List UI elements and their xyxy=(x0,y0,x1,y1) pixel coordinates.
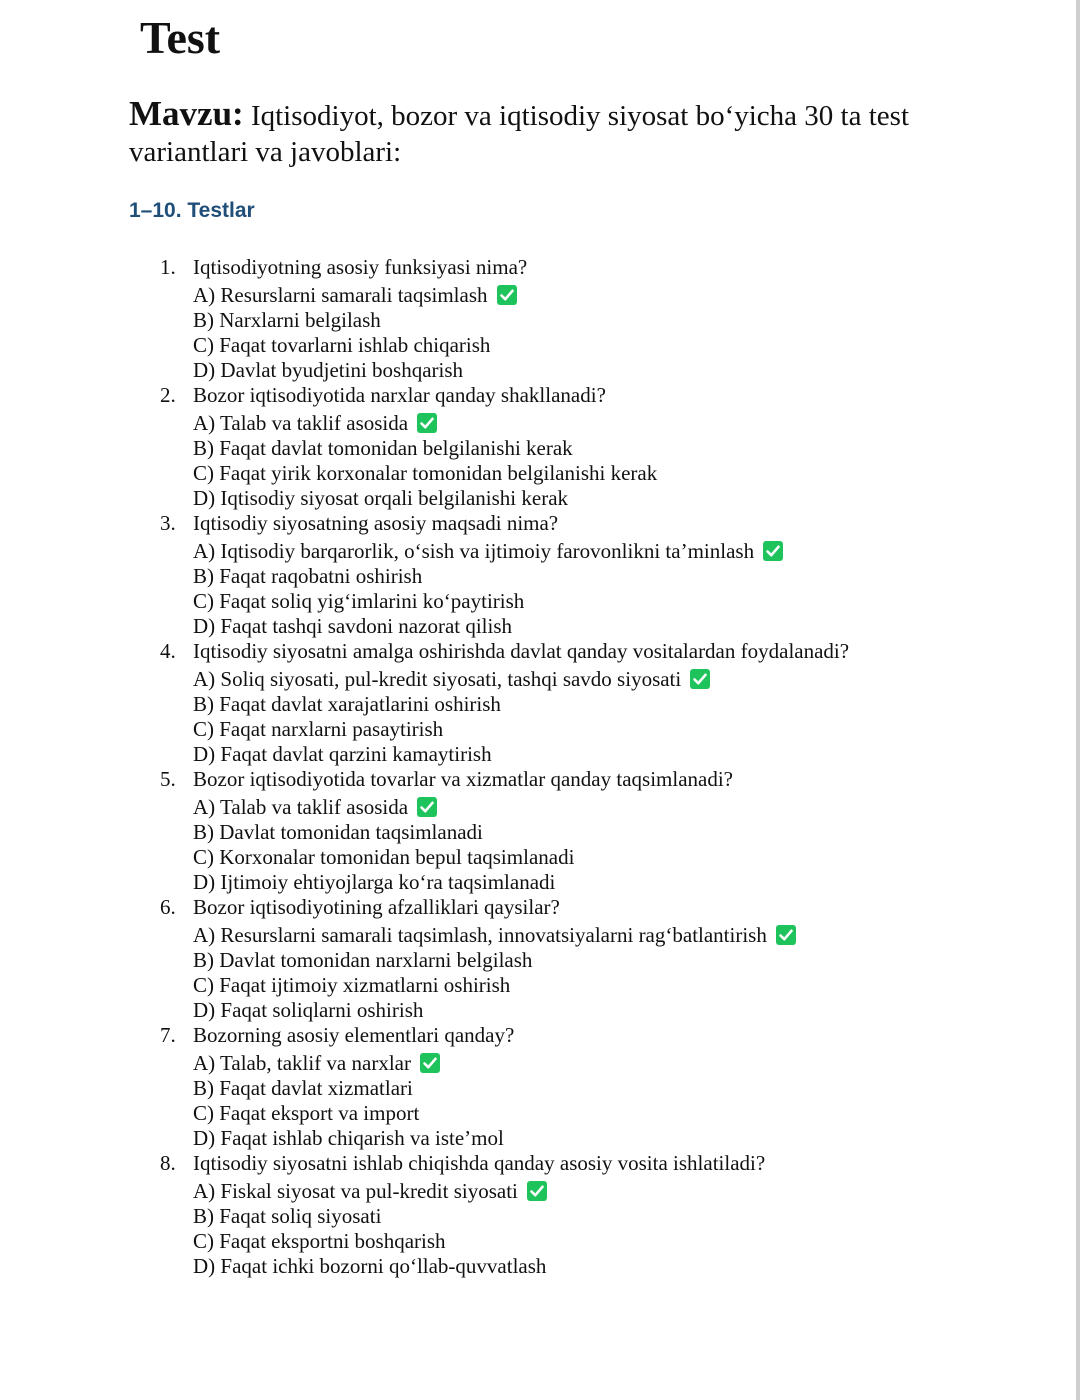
answer-option xyxy=(0,998,1080,1023)
option-text: B) Faqat davlat tomonidan belgilanishi kerak xyxy=(193,436,573,460)
question-line xyxy=(0,1151,1080,1176)
question-item xyxy=(0,1023,1080,1151)
answer-option xyxy=(0,870,1080,895)
check-mark-icon xyxy=(527,1181,547,1201)
option-text: A) Fiskal siyosat va pul-kredit siyosati xyxy=(193,1179,518,1203)
option-text: A) Talab va taklif asosida xyxy=(193,795,409,819)
question-number: 3. xyxy=(160,511,176,535)
option-text: B) Davlat tomonidan taqsimlanadi xyxy=(193,820,483,844)
option-text: C) Faqat narxlarni pasaytirish xyxy=(193,717,444,741)
question-text: Iqtisodiy siyosatni amalga oshirishda davlat qanday vositalardan foydalanadi? xyxy=(193,639,850,663)
option-text: B) Faqat soliq siyosati xyxy=(193,1204,382,1228)
option-text: A) Iqtisodiy barqarorlik, o‘sish va ijtimoiy farovonlikni ta’minlash xyxy=(193,539,755,563)
question-number: 4. xyxy=(160,639,176,663)
answer-option xyxy=(0,358,1080,383)
question-item xyxy=(0,1151,1080,1279)
answer-option xyxy=(0,717,1080,742)
option-list xyxy=(0,283,1080,383)
question-text: Bozor iqtisodiyotining afzalliklari qaysilar? xyxy=(193,895,560,919)
answer-option xyxy=(0,283,1080,308)
answer-option xyxy=(0,486,1080,511)
option-text: C) Faqat ijtimoiy xizmatlarni oshirish xyxy=(193,973,511,997)
question-number: 5. xyxy=(160,767,176,791)
question-text: Bozorning asosiy elementlari qanday? xyxy=(193,1023,515,1047)
option-text: B) Davlat tomonidan narxlarni belgilash xyxy=(193,948,533,972)
option-list xyxy=(0,411,1080,511)
option-text: A) Soliq siyosati, pul-kredit siyosati, tashqi savdo siyosati xyxy=(193,667,682,691)
answer-option xyxy=(0,1051,1080,1076)
question-line xyxy=(0,383,1080,408)
option-text: D) Faqat davlat qarzini kamaytirish xyxy=(193,742,492,766)
check-mark-icon xyxy=(420,1053,440,1073)
option-text: B) Narxlarni belgilash xyxy=(193,308,381,332)
check-mark-icon xyxy=(763,541,783,561)
option-text: B) Faqat raqobatni oshirish xyxy=(193,564,423,588)
answer-option xyxy=(0,742,1080,767)
answer-option xyxy=(0,667,1080,692)
answer-option xyxy=(0,308,1080,333)
question-line xyxy=(0,895,1080,920)
answer-option xyxy=(0,1204,1080,1229)
option-list xyxy=(0,1051,1080,1151)
option-text: C) Faqat soliq yig‘imlarini ko‘paytirish xyxy=(193,589,525,613)
answer-option xyxy=(0,461,1080,486)
answer-option xyxy=(0,614,1080,639)
question-list xyxy=(0,255,1080,1279)
answer-option xyxy=(0,1179,1080,1204)
answer-option xyxy=(0,1254,1080,1279)
option-list xyxy=(0,667,1080,767)
option-text: C) Faqat eksport va import xyxy=(193,1101,420,1125)
option-list xyxy=(0,795,1080,895)
question-text: Bozor iqtisodiyotida tovarlar va xizmatlar qanday taqsimlanadi? xyxy=(193,767,734,791)
answer-option xyxy=(0,1076,1080,1101)
answer-option xyxy=(0,1101,1080,1126)
topic-text: Iqtisodiyot, bozor va iqtisodiy siyosat bo‘yicha 30 ta test variantlari va javoblari: xyxy=(129,100,910,168)
option-text: D) Iqtisodiy siyosat orqali belgilanishi kerak xyxy=(193,486,569,510)
option-text: A) Talab, taklif va narxlar xyxy=(193,1051,411,1075)
question-line xyxy=(0,255,1080,280)
option-text: B) Faqat davlat xarajatlarini oshirish xyxy=(193,692,501,716)
check-mark-icon xyxy=(417,797,437,817)
option-text: C) Faqat tovarlarni ishlab chiqarish xyxy=(193,333,491,357)
topic-label: Mavzu: xyxy=(129,94,244,133)
option-text: A) Resurslarni samarali taqsimlash, innovatsiyalarni rag‘batlantirish xyxy=(193,923,767,947)
option-list xyxy=(0,539,1080,639)
section-heading: 1–10. Testlar xyxy=(129,199,255,222)
option-text: D) Faqat ichki bozorni qo‘llab-quvvatlash xyxy=(193,1254,547,1278)
answer-option xyxy=(0,333,1080,358)
option-text: D) Faqat ishlab chiqarish va iste’mol xyxy=(193,1126,504,1150)
answer-option xyxy=(0,539,1080,564)
check-mark-icon xyxy=(776,925,796,945)
question-number: 2. xyxy=(160,383,176,407)
question-item xyxy=(0,895,1080,1023)
question-number: 6. xyxy=(160,895,176,919)
answer-option xyxy=(0,948,1080,973)
answer-option xyxy=(0,692,1080,717)
question-text: Iqtisodiy siyosatni ishlab chiqishda qanday asosiy vosita ishlatiladi? xyxy=(193,1151,766,1175)
question-line xyxy=(0,639,1080,664)
answer-option xyxy=(0,973,1080,998)
question-text: Bozor iqtisodiyotida narxlar qanday shakllanadi? xyxy=(193,383,606,407)
question-number: 8. xyxy=(160,1151,176,1175)
check-mark-icon xyxy=(690,669,710,689)
option-text: D) Ijtimoiy ehtiyojlarga ko‘ra taqsimlanadi xyxy=(193,870,556,894)
question-line xyxy=(0,1023,1080,1048)
option-list xyxy=(0,923,1080,1023)
option-text: A) Talab va taklif asosida xyxy=(193,411,409,435)
option-text: C) Faqat yirik korxonalar tomonidan belgilanishi kerak xyxy=(193,461,658,485)
question-number: 1. xyxy=(160,255,176,279)
question-item xyxy=(0,639,1080,767)
answer-option xyxy=(0,820,1080,845)
document-title: Test xyxy=(140,12,221,63)
option-text: D) Davlat byudjetini boshqarish xyxy=(193,358,464,382)
answer-option xyxy=(0,923,1080,948)
topic-paragraph xyxy=(129,96,989,170)
question-line xyxy=(0,511,1080,536)
option-text: B) Faqat davlat xizmatlari xyxy=(193,1076,413,1100)
option-text: D) Faqat soliqlarni oshirish xyxy=(193,998,424,1022)
question-line xyxy=(0,767,1080,792)
option-text: D) Faqat tashqi savdoni nazorat qilish xyxy=(193,614,513,638)
answer-option xyxy=(0,411,1080,436)
answer-option xyxy=(0,1126,1080,1151)
question-item xyxy=(0,767,1080,895)
answer-option xyxy=(0,845,1080,870)
question-item xyxy=(0,511,1080,639)
check-mark-icon xyxy=(417,413,437,433)
option-text: C) Korxonalar tomonidan bepul taqsimlanadi xyxy=(193,845,575,869)
option-list xyxy=(0,1179,1080,1279)
question-item xyxy=(0,383,1080,511)
option-text: C) Faqat eksportni boshqarish xyxy=(193,1229,446,1253)
answer-option xyxy=(0,1229,1080,1254)
question-text: Iqtisodiy siyosatning asosiy maqsadi nima? xyxy=(193,511,559,535)
option-text: A) Resurslarni samarali taqsimlash xyxy=(193,283,488,307)
answer-option xyxy=(0,589,1080,614)
question-number: 7. xyxy=(160,1023,176,1047)
question-item xyxy=(0,255,1080,383)
check-mark-icon xyxy=(497,285,517,305)
answer-option xyxy=(0,436,1080,461)
question-text: Iqtisodiyotning asosiy funksiyasi nima? xyxy=(193,255,528,279)
answer-option xyxy=(0,564,1080,589)
answer-option xyxy=(0,795,1080,820)
